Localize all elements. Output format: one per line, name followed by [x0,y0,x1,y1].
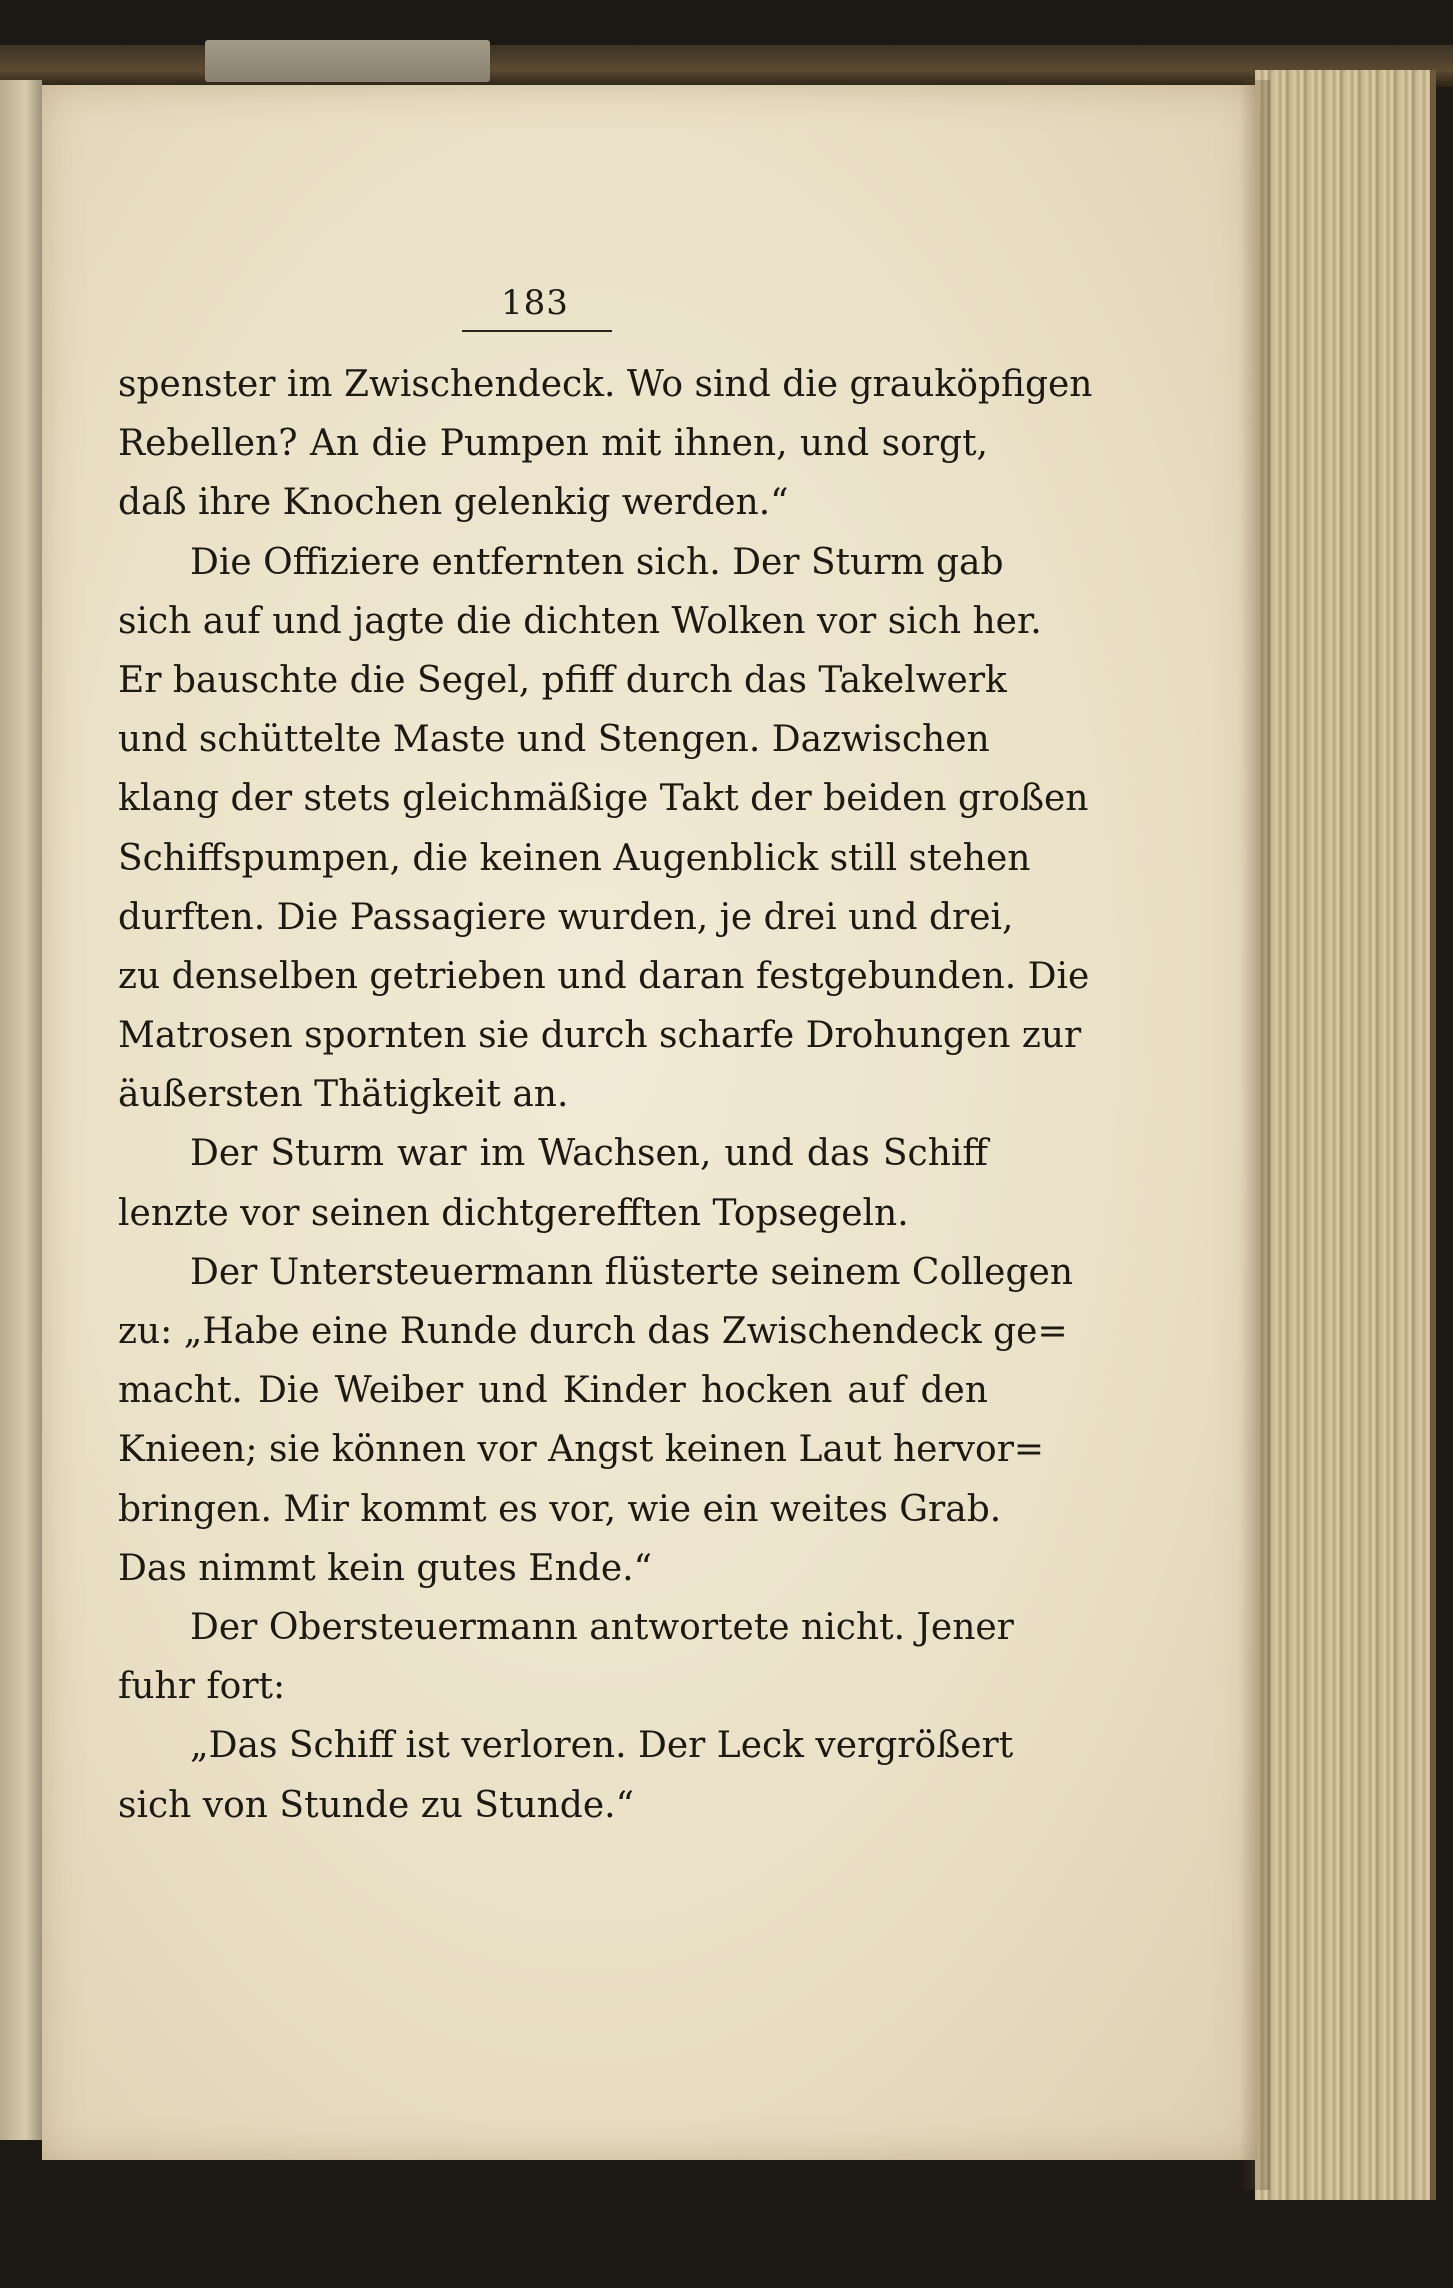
text-line: „Das Schiff ist verloren. Der Leck vergrößert [190,1725,1014,1767]
text-line: Rebellen? An die Pumpen mit ihnen, und sorgt, [118,423,988,465]
text-line: klang der stets gleichmäßige Takt der beiden großen [118,778,1089,820]
header-rule [462,330,612,332]
text-line: Knieen; sie können vor Angst keinen Laut hervor= [118,1429,1045,1471]
text-line: Der Sturm war im Wachsen, und das Schiff [190,1133,988,1175]
text-line: sich auf und jagte die dichten Wolken vor sich her. [118,600,1042,642]
binding-tape [205,40,490,82]
text-line: spenster im Zwischendeck. Wo sind die grauköpfigen [118,364,1093,405]
text-line: Die Offiziere entfernten sich. Der Sturm gab [190,541,1004,583]
text-line: Er bauschte die Segel, pfiff durch das Takelwerk [118,659,1007,701]
page-number: 183 [501,283,569,323]
text-line: und schüttelte Maste und Stengen. Dazwischen [118,719,990,761]
text-line: macht. Die Weiber und Kinder hocken auf den [118,1370,988,1412]
text-line: Der Obersteuermann antwortete nicht. Jener [190,1606,1014,1648]
text-line: fuhr fort: [118,1666,286,1708]
text-line: Schiffspumpen, die keinen Augenblick still stehen [118,837,1031,879]
text-line: Der Untersteuermann flüsterte seinem Collegen [190,1251,1074,1293]
text-line: äußersten Thätigkeit an. [118,1074,569,1116]
gutter-shadow [1240,80,1270,2190]
text-line: durften. Die Passagiere wurden, je drei und drei, [118,896,1014,938]
text-line: sich von Stunde zu Stunde.“ [118,1784,635,1826]
text-line: Matrosen spornten sie durch scharfe Drohungen zur [118,1015,1082,1057]
body-text [118,355,1093,1835]
text-line: zu: „Habe eine Runde durch das Zwischendeck ge= [118,1311,1068,1352]
text-line: Das nimmt kein gutes Ende.“ [118,1547,652,1589]
text-line: bringen. Mir kommt es vor, wie ein weites Grab. [118,1488,1002,1530]
text-line: daß ihre Knochen gelenkig werden.“ [118,482,789,524]
text-line: lenzte vor seinen dichtgerefften Topsegeln. [118,1192,909,1234]
facing-page-edge [0,80,42,2140]
text-line: zu denselben getrieben und daran festgebunden. Die [118,955,1090,997]
page-stack-edge [1255,70,1436,2200]
